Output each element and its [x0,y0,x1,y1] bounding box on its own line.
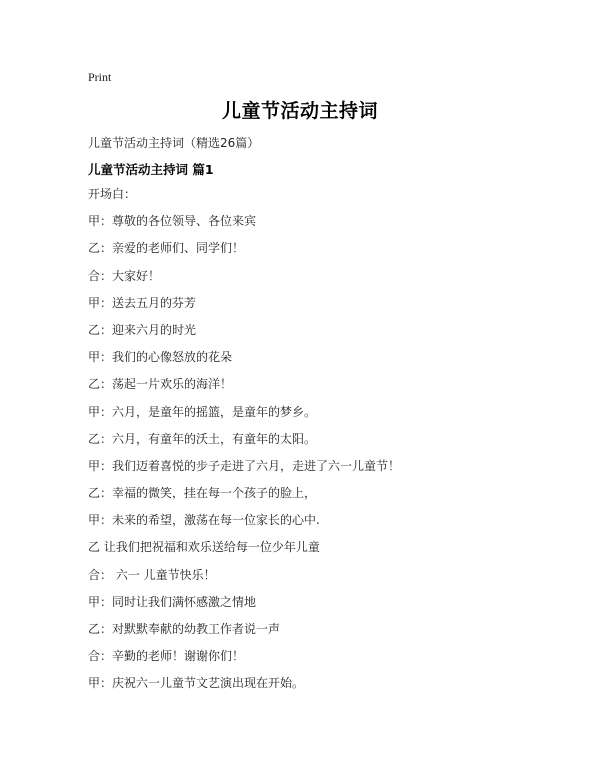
print-link[interactable]: Print [88,70,112,84]
script-line: 甲：同时让我们满怀感激之情地 [88,594,257,609]
script-line: 乙：对默默奉献的幼教工作者说一声 [88,622,281,636]
script-line: 甲：送去五月的芬芳 [88,295,197,310]
script-line: 乙：六月，有童年的沃土，有童年的太阳。 [88,431,317,446]
script-line: 甲：我们迈着喜悦的步子走进了六月，走进了六一儿童节！ [88,458,401,473]
script-line: 甲：我们的心像怒放的花朵 [88,350,233,365]
script-line: 乙：迎来六月的时光 [88,322,197,337]
script-line: 合：大家好！ [88,268,161,283]
page-title: 儿童节活动主持词 [221,100,378,122]
script-line: 乙：亲爱的老师们、同学们！ [88,241,245,256]
section-heading: 儿童节活动主持词 篇1 [88,162,214,177]
script-line: 甲：六月，是童年的摇篮，是童年的梦乡。 [88,404,317,419]
script-line: 合： 六一 儿童节快乐！ [88,567,216,582]
script-line: 乙：幸福的微笑，挂在每一个孩子的脸上， [88,486,317,501]
script-line: 合：辛勤的老师！谢谢你们！ [88,649,245,664]
document-subtitle: 儿童节活动主持词（精选26篇） [88,136,260,150]
script-line: 甲：庆祝六一儿童节文艺演出现在开始。 [88,676,305,691]
script-line: 乙 让我们把祝福和欢乐送给每一位少年儿童 [88,540,320,555]
script-line: 甲：未来的希望，激荡在每一位家长的心中. [88,513,320,528]
script-line: 乙：荡起一片欢乐的海洋！ [88,377,233,392]
script-line: 开场白： [88,187,137,201]
script-line: 甲：尊敬的各位领导、各位来宾 [88,214,257,229]
script-lines [88,186,548,703]
